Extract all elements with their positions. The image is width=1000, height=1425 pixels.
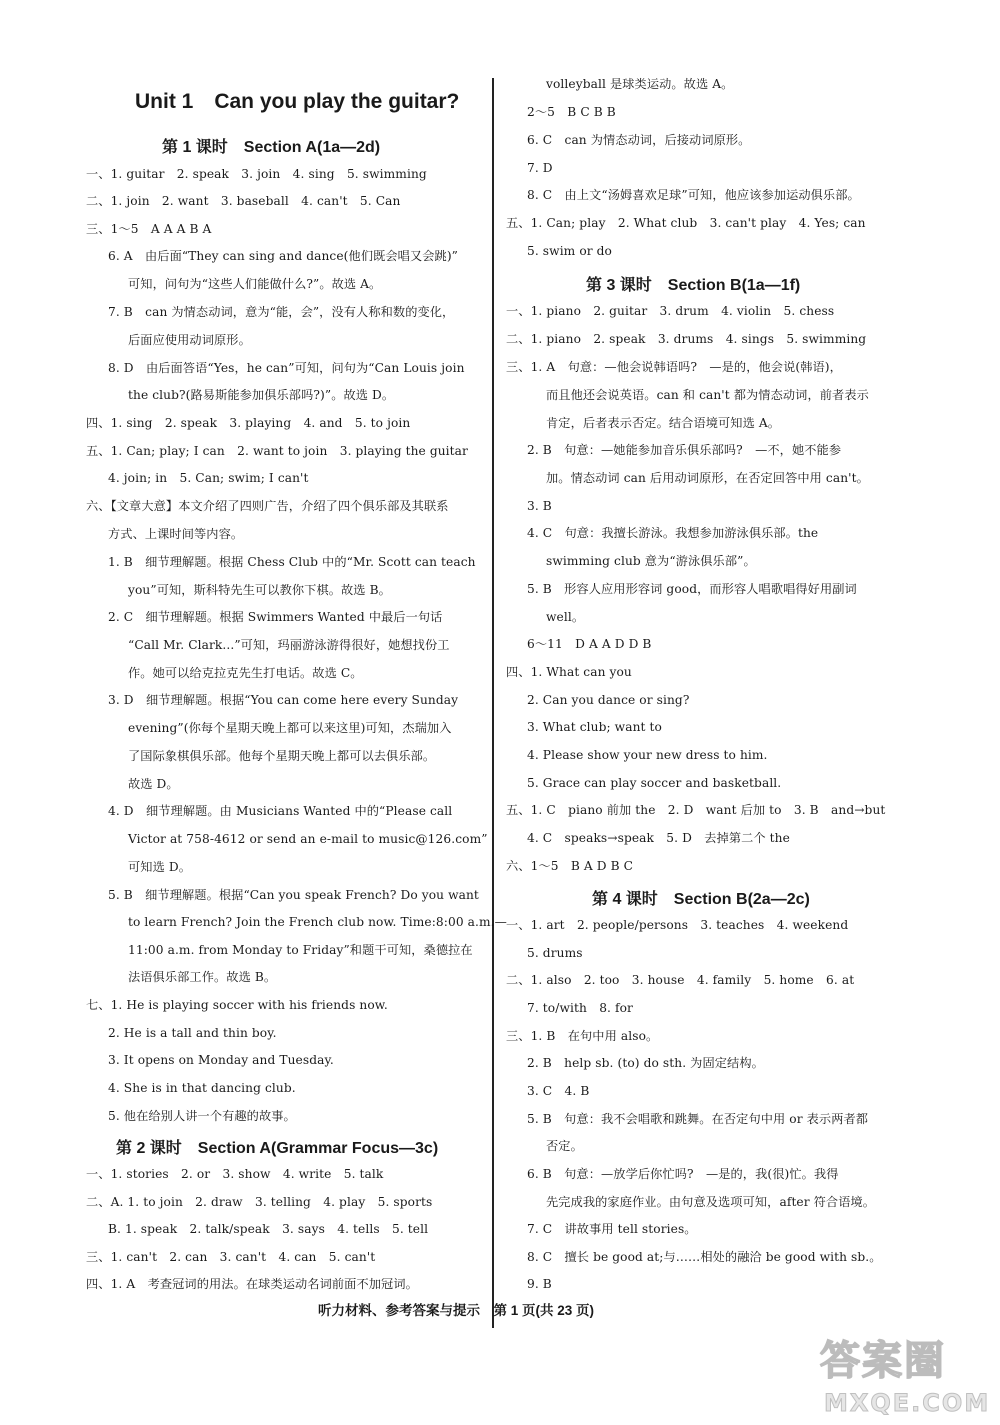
answer-line: 作。她可以给克拉克先生打电话。故选 C。 (128, 666, 363, 680)
answer-line: 七、1. He is playing soccer with his friends now. (86, 998, 388, 1012)
answer-line: 可知，问句为“这些人们能做什么?”。故选 A。 (128, 277, 382, 291)
answer-line: 五、1. Can; play 2. What club 3. can't play 4. Yes; can (506, 216, 866, 230)
answer-line: 6～11 D A A D D B (527, 637, 652, 651)
watermark-logo (812, 1329, 991, 1417)
answer-line: 三、1～5 A A A B A (86, 222, 212, 236)
answer-line: 肯定，后者表示否定。结合语境可知选 A。 (546, 416, 781, 430)
answer-line: you”可知，斯科特先生可以教你下棋。故选 B。 (128, 583, 391, 597)
answer-line: 二、1. piano 2. speak 3. drums 4. sings 5. swimming (506, 332, 867, 346)
answer-line: to learn French? Join the French club now. Time:8:00 a.m.— (128, 915, 507, 929)
section-heading-lesson-4: 第 4 课时 Section B(2a—2c) (592, 891, 810, 908)
answer-line: 5. swim or do (527, 244, 612, 258)
answer-line: 3. D 细节理解题。根据“You can come here every Sunday (108, 693, 459, 707)
answer-line: 一、1. piano 2. guitar 3. drum 4. violin 5. chess (506, 304, 835, 318)
answer-line: evening”(你每个星期天晚上都可以来这里)可知，杰瑞加入 (128, 721, 452, 735)
answer-line: 4. join; in 5. Can; swim; I can't (108, 471, 309, 485)
answer-line: 5. drums (527, 946, 583, 960)
answer-line: 3. It opens on Monday and Tuesday. (108, 1053, 334, 1067)
answer-line: 2. Can you dance or sing? (527, 693, 690, 707)
answer-line: Victor at 758-4612 or send an e-mail to music@126.com” (128, 832, 488, 846)
answer-line: 四、1. What can you (506, 665, 632, 679)
answer-line: 六、【文章大意】本文介绍了四则广告，介绍了四个俱乐部及其联系 (86, 499, 449, 513)
answer-line: 4. C 句意：我擅长游泳。我想参加游泳俱乐部。the (527, 526, 819, 540)
answer-line: B. 1. speak 2. talk/speak 3. says 4. tells 5. tell (108, 1222, 429, 1236)
answer-line: 三、1. can't 2. can 3. can't 4. can 5. can't (86, 1250, 376, 1264)
answer-line: 2～5 B C B B (527, 105, 616, 119)
answer-line: the club?(路易斯能参加俱乐部吗?)”。故选 D。 (128, 388, 395, 402)
answer-line: 二、1. join 2. want 3. baseball 4. can't 5. Can (86, 194, 401, 208)
answer-line: swimming club 意为“游泳俱乐部”。 (546, 554, 756, 568)
answer-line: 2. B 句意：—她能参加音乐俱乐部吗? —不，她不能参 (527, 443, 842, 457)
answer-line: volleyball 是球类运动。故选 A。 (546, 77, 734, 91)
answer-line: 后面应使用动词原形。 (128, 333, 251, 347)
answer-line: 2. He is a tall and thin boy. (108, 1026, 277, 1040)
answer-line: 6. B 句意：—放学后你忙吗? —是的，我(很)忙。我得 (527, 1167, 839, 1181)
answer-line: 可知选 D。 (128, 860, 191, 874)
answer-line: 6. C can 为情态动词，后接动词原形。 (527, 133, 751, 147)
answer-line: 4. She is in that dancing club. (108, 1081, 296, 1095)
answer-line: 3. C 4. B (527, 1084, 590, 1098)
answer-line: 方式、上课时间等内容。 (108, 527, 244, 541)
answer-line: 5. Grace can play soccer and basketball. (527, 776, 782, 790)
answer-line: 故选 D。 (128, 777, 179, 791)
answer-line: 7. B can 为情态动词，意为“能，会”，没有人称和数的变化， (108, 305, 455, 319)
answer-line: 5. B 细节理解题。根据“Can you speak French? Do you want (108, 888, 479, 902)
answer-line: 先完成我的家庭作业。由句意及选项可知，after 符合语境。 (546, 1195, 876, 1209)
answer-line: 而且他还会说英语。can 和 can't 都为情态动词，前者表示 (546, 388, 869, 402)
answer-line: 五、1. Can; play; I can 2. want to join 3. playing the guitar (86, 444, 468, 458)
section-heading-lesson-3: 第 3 课时 Section B(1a—1f) (586, 277, 801, 294)
answer-line: 4. Please show your new dress to him. (527, 748, 768, 762)
answer-line: 8. C 擅长 be good at;与……相处的融洽 be good with sb.。 (527, 1250, 882, 1264)
section-heading-lesson-2: 第 2 课时 Section A(Grammar Focus—3c) (116, 1140, 439, 1157)
answer-line: 六、1～5 B A D B C (506, 859, 634, 873)
watermark-url: MXQE.COM (824, 1389, 991, 1417)
answer-line: 否定。 (546, 1139, 583, 1153)
answer-line: 法语俱乐部工作。故选 B。 (128, 970, 277, 984)
watermark-glyphs: 答案圈 (820, 1338, 946, 1384)
unit-title: Unit 1 Can you play the guitar? (135, 90, 460, 113)
answer-line: 7. to/with 8. for (527, 1001, 633, 1015)
answer-line: “Call Mr. Clark...”可知，玛丽游泳游得很好，她想找份工 (128, 638, 450, 652)
answer-line: 3. B (527, 499, 552, 513)
answer-line: 5. B 形容人应用形容词 good，而形容人唱歌唱得好用副词 (527, 582, 857, 596)
answer-line: 四、1. A 考查冠词的用法。在球类运动名词前面不加冠词。 (86, 1277, 418, 1291)
answer-line: 5. 他在给别人讲一个有趣的故事。 (108, 1109, 296, 1123)
answer-line: 二、1. also 2. too 3. house 4. family 5. home 6. at (506, 973, 855, 987)
answer-line: 7. D (527, 161, 553, 175)
answer-line: 五、1. C piano 前加 the 2. D want 后加 to 3. B and→but (506, 803, 886, 817)
answer-line: 8. C 由上文“汤姆喜欢足球”可知，他应该参加运动俱乐部。 (527, 188, 860, 202)
answer-line: 5. B 句意：我不会唱歌和跳舞。在否定句中用 or 表示两者都 (527, 1112, 869, 1126)
answer-line: 4. D 细节理解题。由 Musicians Wanted 中的“Please call (108, 804, 453, 818)
page-footer: 听力材料、参考答案与提示 第 1 页(共 23 页) (318, 1303, 595, 1318)
answer-line: 四、1. sing 2. speak 3. playing 4. and 5. to join (86, 416, 411, 430)
section-heading-lesson-1: 第 1 课时 Section A(1a—2d) (162, 139, 381, 156)
answer-line: 6. A 由后面“They can sing and dance(他们既会唱又会跳)” (108, 249, 459, 263)
answer-line: 4. C speaks→speak 5. D 去掉第二个 the (527, 831, 790, 845)
answer-line: 三、1. B 在句中用 also。 (506, 1029, 659, 1043)
answer-line: 二、A. 1. to join 2. draw 3. telling 4. play 5. sports (86, 1195, 433, 1209)
answer-line: 2. C 细节理解题。根据 Swimmers Wanted 中最后一句话 (108, 610, 443, 624)
answer-line: 了国际象棋俱乐部。他每个星期天晚上都可以去俱乐部。 (128, 749, 436, 763)
answer-line: 一、1. art 2. people/persons 3. teaches 4. weekend (506, 918, 849, 932)
answer-line: 7. C 讲故事用 tell stories。 (527, 1222, 697, 1236)
answer-line: 1. B 细节理解题。根据 Chess Club 中的“Mr. Scott can teach (108, 555, 476, 569)
answer-line: 3. What club; want to (527, 720, 662, 734)
answer-line: 三、1. A 句意：—他会说韩语吗? —是的，他会说(韩语)， (506, 360, 842, 374)
answer-line: 9. B (527, 1277, 552, 1291)
answer-line: 一、1. guitar 2. speak 3. join 4. sing 5. swimming (86, 167, 427, 181)
answer-line: 11:00 a.m. from Monday to Friday”和题干可知，桑德拉在 (128, 943, 473, 957)
answer-line: well。 (546, 610, 585, 624)
answer-line: 一、1. stories 2. or 3. show 4. write 5. talk (86, 1167, 384, 1181)
column-divider (492, 78, 494, 1328)
answer-line: 加。情态动词 can 后用动词原形，在否定回答中用 can't。 (546, 471, 869, 485)
answer-line: 8. D 由后面答语“Yes，he can”可知，问句为“Can Louis join (108, 361, 465, 375)
answer-line: 2. B help sb. (to) do sth. 为固定结构。 (527, 1056, 764, 1070)
